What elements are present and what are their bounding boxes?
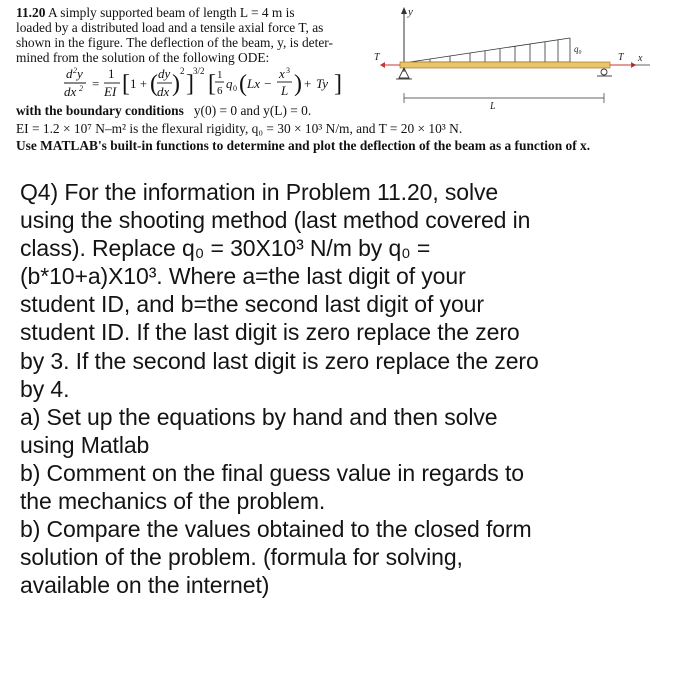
svg-text:Ty: Ty xyxy=(316,76,329,91)
question-block xyxy=(20,178,688,599)
svg-text:dy: dy xyxy=(158,66,171,81)
question-line: solution of the problem. (formula for solving, xyxy=(20,544,463,571)
left-force-head xyxy=(380,62,385,68)
svg-text:[: [ xyxy=(122,71,130,97)
question-line: by 3. If the second last digit is zero replace the zero xyxy=(20,347,539,374)
ode-equation-graphic xyxy=(62,64,362,104)
question-line: using Matlab xyxy=(20,431,150,458)
question-line: using the shooting method (last method covered in xyxy=(20,207,531,234)
question-line: class). Replace q₀ = 30X10³ N/m by q₀ = xyxy=(20,235,431,262)
svg-text:(: ( xyxy=(150,71,158,97)
svg-text:1: 1 xyxy=(108,66,115,81)
question-line: by 4. xyxy=(20,375,70,402)
svg-text:=: = xyxy=(92,76,100,91)
beam-diagram xyxy=(370,0,691,115)
svg-text:dx: dx xyxy=(64,84,77,99)
boundary-label: with the boundary conditions xyxy=(16,103,184,118)
svg-text:]: ] xyxy=(334,71,342,97)
right-support-roller xyxy=(601,69,607,75)
svg-text:y: y xyxy=(77,66,83,81)
problem-line-4: mined from the solution of the following ODE: xyxy=(16,50,270,65)
boundary-conditions xyxy=(16,103,311,118)
question-line: available on the internet) xyxy=(20,572,270,599)
distributed-load xyxy=(410,38,570,62)
boundary-values: y(0) = 0 and y(L) = 0. xyxy=(193,103,312,118)
question-line: student ID. If the last digit is zero replace the zero xyxy=(20,319,520,346)
question-line: (b*10+a)X10³. Where a=the last digit of your xyxy=(20,263,466,290)
svg-text:[: [ xyxy=(208,71,216,97)
right-force-label: T xyxy=(618,52,624,63)
question-line: Q4) For the information in Problem 11.20, solve xyxy=(20,179,499,205)
svg-text:0: 0 xyxy=(233,84,237,93)
question-line: student ID, and b=the second last digit of your xyxy=(20,291,484,318)
svg-text:2: 2 xyxy=(180,66,185,76)
left-force-label: T xyxy=(374,52,380,63)
svg-text:dx: dx xyxy=(157,84,170,99)
beam-figure xyxy=(370,0,691,115)
svg-text:2: 2 xyxy=(73,66,77,75)
beam xyxy=(400,62,610,68)
question-line: b) Comment on the final guess value in regards to xyxy=(20,459,524,486)
problem-line-2: loaded by a distributed load and a tensile axial force T, as xyxy=(16,20,324,35)
problem-number: 11.20 xyxy=(16,5,46,20)
constants-line: EI = 1.2 × 10⁷ N–m² is the flexural rigidity, q₀ = 30 × 10³ N/m, and T = 20 × 10³ N. xyxy=(16,121,463,136)
problem-line-1-text: A simply supported beam of length L = 4 m is xyxy=(48,5,295,20)
problem-line-3: shown in the figure. The deflection of the beam, y, is deter- xyxy=(16,35,333,50)
svg-text:Lx −: Lx − xyxy=(247,76,273,91)
svg-text:3/2: 3/2 xyxy=(193,66,205,76)
instruction-line: Use MATLAB's built-in functions to determine and plot the deflection of the beam as a function of x. xyxy=(16,138,591,153)
problem-line-1 xyxy=(16,5,295,20)
svg-text:1: 1 xyxy=(217,69,223,81)
question-line: a) Set up the equations by hand and then solve xyxy=(20,403,498,430)
svg-text:1 +: 1 + xyxy=(130,76,148,91)
y-axis-arrow xyxy=(401,7,407,14)
length-label: L xyxy=(490,101,496,112)
svg-text:2: 2 xyxy=(79,84,83,93)
svg-text:+: + xyxy=(304,76,312,91)
svg-text:6: 6 xyxy=(217,85,223,97)
svg-text:L: L xyxy=(281,83,289,98)
svg-text:]: ] xyxy=(186,71,194,97)
question-line: the mechanics of the problem. xyxy=(20,488,326,515)
problem-excerpt xyxy=(0,0,691,170)
svg-text:): ) xyxy=(294,71,302,97)
svg-text:(: ( xyxy=(239,71,247,97)
svg-text:): ) xyxy=(172,71,180,97)
question-line: b) Compare the values obtained to the closed form xyxy=(20,516,532,543)
svg-text:x: x xyxy=(279,66,285,81)
svg-text:d: d xyxy=(66,66,73,81)
svg-text:q: q xyxy=(226,76,233,91)
load-label: q₀ xyxy=(574,44,582,54)
svg-text:EI: EI xyxy=(104,84,117,99)
y-axis-label: y xyxy=(408,6,413,18)
x-axis-label: x xyxy=(638,53,643,64)
svg-text:3: 3 xyxy=(286,66,290,75)
